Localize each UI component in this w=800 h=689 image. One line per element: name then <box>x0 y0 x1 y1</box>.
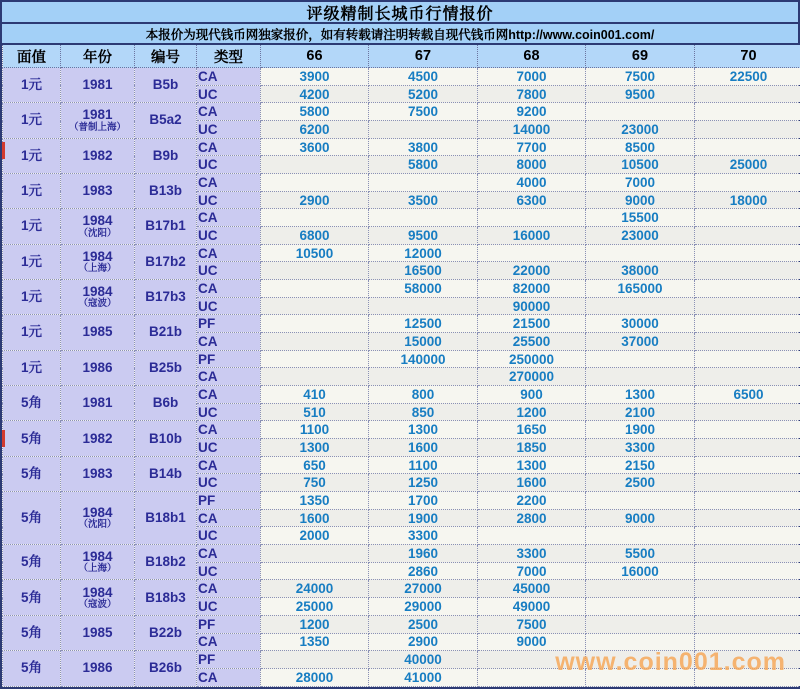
type-cell: CA <box>197 138 261 156</box>
face-cell: 1元 <box>3 68 61 103</box>
type-cell: CA <box>197 545 261 563</box>
year-cell: 1984 （寇波） <box>61 280 135 315</box>
price-cell: 9000 <box>586 191 695 209</box>
price-cell <box>695 368 800 386</box>
price-cell: 8500 <box>586 138 695 156</box>
price-cell: 6500 <box>695 386 800 404</box>
price-cell <box>478 651 586 669</box>
price-cell: 1960 <box>369 545 478 563</box>
price-cell <box>261 280 369 298</box>
price-cell: 6800 <box>261 227 369 245</box>
price-cell <box>369 368 478 386</box>
face-cell: 1元 <box>3 138 61 173</box>
price-cell <box>695 527 800 545</box>
price-cell: 23000 <box>586 227 695 245</box>
face-cell: 1元 <box>3 209 61 244</box>
price-cell: 2900 <box>369 633 478 651</box>
code-cell: B18b2 <box>135 545 197 580</box>
face-cell: 5角 <box>3 456 61 491</box>
table-header <box>3 45 800 68</box>
price-cell: 3500 <box>369 191 478 209</box>
face-cell: 5角 <box>3 421 61 456</box>
price-cell <box>695 633 800 651</box>
face-cell: 5角 <box>3 651 61 686</box>
year-cell: 1983 <box>61 174 135 209</box>
price-cell: 3300 <box>369 527 478 545</box>
year-cell: 1984 （上海） <box>61 244 135 279</box>
price-cell <box>369 121 478 139</box>
price-cell: 3900 <box>261 68 369 86</box>
price-cell: 750 <box>261 474 369 492</box>
price-cell <box>586 297 695 315</box>
price-cell: 2100 <box>586 403 695 421</box>
type-cell: UC <box>197 227 261 245</box>
column-header-67: 67 <box>369 45 478 68</box>
price-cell: 800 <box>369 386 478 404</box>
price-cell: 1200 <box>261 615 369 633</box>
type-cell: CA <box>197 421 261 439</box>
price-cell <box>695 580 800 598</box>
price-cell <box>261 562 369 580</box>
type-cell: CA <box>197 633 261 651</box>
type-cell: UC <box>197 474 261 492</box>
price-cell: 1650 <box>478 421 586 439</box>
year-cell: 1986 <box>61 651 135 686</box>
price-cell <box>695 421 800 439</box>
type-cell: CA <box>197 280 261 298</box>
price-cell <box>695 350 800 368</box>
price-cell: 900 <box>478 386 586 404</box>
page-title: 评级精制长城币行情报价 <box>2 2 798 24</box>
price-cell: 23000 <box>586 121 695 139</box>
price-cell: 25000 <box>695 156 800 174</box>
price-cell <box>261 262 369 280</box>
price-cell: 16500 <box>369 262 478 280</box>
price-cell <box>695 403 800 421</box>
type-cell: CA <box>197 103 261 121</box>
type-cell: PF <box>197 350 261 368</box>
column-header-编号: 编号 <box>135 45 197 68</box>
year-cell: 1984 （上海） <box>61 545 135 580</box>
year-cell: 1985 <box>61 315 135 350</box>
price-cell: 10500 <box>261 244 369 262</box>
price-cell: 9500 <box>369 227 478 245</box>
price-cell <box>586 103 695 121</box>
price-cell <box>695 492 800 510</box>
price-cell: 5200 <box>369 85 478 103</box>
type-cell: PF <box>197 315 261 333</box>
code-cell: B26b <box>135 651 197 686</box>
price-cell <box>695 615 800 633</box>
price-cell: 2900 <box>261 191 369 209</box>
price-cell: 38000 <box>586 262 695 280</box>
price-cell: 40000 <box>369 651 478 669</box>
price-cell <box>695 297 800 315</box>
code-cell: B14b <box>135 456 197 491</box>
price-cell <box>369 297 478 315</box>
price-cell: 10500 <box>586 156 695 174</box>
price-cell: 15000 <box>369 333 478 351</box>
price-cell: 8000 <box>478 156 586 174</box>
price-cell <box>261 315 369 333</box>
price-cell: 41000 <box>369 668 478 686</box>
price-cell: 21500 <box>478 315 586 333</box>
price-cell <box>695 439 800 457</box>
year-cell: 1984 （沈阳） <box>61 492 135 545</box>
type-cell: CA <box>197 368 261 386</box>
price-cell: 250000 <box>478 350 586 368</box>
type-cell: UC <box>197 403 261 421</box>
price-cell: 4200 <box>261 85 369 103</box>
price-cell: 2150 <box>586 456 695 474</box>
price-cell: 3300 <box>586 439 695 457</box>
price-cell: 7700 <box>478 138 586 156</box>
price-cell <box>261 368 369 386</box>
price-cell: 6200 <box>261 121 369 139</box>
price-cell: 2500 <box>586 474 695 492</box>
type-cell: CA <box>197 68 261 86</box>
type-cell: UC <box>197 262 261 280</box>
price-cell <box>586 633 695 651</box>
price-cell <box>586 368 695 386</box>
price-cell <box>586 580 695 598</box>
type-cell: CA <box>197 668 261 686</box>
price-cell <box>478 527 586 545</box>
price-cell <box>695 138 800 156</box>
price-cell <box>695 103 800 121</box>
code-cell: B13b <box>135 174 197 209</box>
price-cell <box>695 85 800 103</box>
type-cell: PF <box>197 615 261 633</box>
price-table <box>2 45 800 687</box>
price-cell: 1300 <box>261 439 369 457</box>
price-cell: 12000 <box>369 244 478 262</box>
year-cell: 1981 （普制上海） <box>61 103 135 138</box>
price-cell <box>478 668 586 686</box>
price-cell: 3300 <box>478 545 586 563</box>
price-cell: 90000 <box>478 297 586 315</box>
type-cell: UC <box>197 297 261 315</box>
code-cell: B18b3 <box>135 580 197 615</box>
price-cell: 27000 <box>369 580 478 598</box>
price-cell: 650 <box>261 456 369 474</box>
price-cell <box>695 174 800 192</box>
type-cell: CA <box>197 209 261 227</box>
type-cell: UC <box>197 85 261 103</box>
price-cell <box>369 209 478 227</box>
price-cell <box>586 527 695 545</box>
type-cell: CA <box>197 174 261 192</box>
code-cell: B18b1 <box>135 492 197 545</box>
price-cell: 2800 <box>478 509 586 527</box>
price-cell: 9500 <box>586 85 695 103</box>
price-cell: 7500 <box>586 68 695 86</box>
price-cell: 15500 <box>586 209 695 227</box>
code-cell: B17b2 <box>135 244 197 279</box>
code-cell: B6b <box>135 386 197 421</box>
column-header-69: 69 <box>586 45 695 68</box>
column-header-类型: 类型 <box>197 45 261 68</box>
year-cell: 1982 <box>61 421 135 456</box>
price-cell <box>695 244 800 262</box>
price-cell: 7000 <box>478 562 586 580</box>
price-cell: 14000 <box>478 121 586 139</box>
price-cell <box>695 651 800 669</box>
code-cell: B22b <box>135 615 197 650</box>
price-cell: 7500 <box>369 103 478 121</box>
price-cell <box>261 545 369 563</box>
price-cell: 1600 <box>478 474 586 492</box>
price-cell: 410 <box>261 386 369 404</box>
type-cell: UC <box>197 121 261 139</box>
price-cell: 1200 <box>478 403 586 421</box>
price-cell <box>695 280 800 298</box>
price-cell <box>695 262 800 280</box>
price-cell: 45000 <box>478 580 586 598</box>
face-cell: 1元 <box>3 244 61 279</box>
price-cell: 12500 <box>369 315 478 333</box>
type-cell: UC <box>197 191 261 209</box>
price-cell: 16000 <box>478 227 586 245</box>
price-cell <box>586 615 695 633</box>
price-cell: 5500 <box>586 545 695 563</box>
column-header-面值: 面值 <box>3 45 61 68</box>
face-cell: 5角 <box>3 580 61 615</box>
price-cell: 2000 <box>261 527 369 545</box>
price-cell: 6300 <box>478 191 586 209</box>
price-cell <box>261 651 369 669</box>
price-cell: 22500 <box>695 68 800 86</box>
type-cell: CA <box>197 580 261 598</box>
price-cell: 7000 <box>478 68 586 86</box>
type-cell: UC <box>197 562 261 580</box>
type-cell: UC <box>197 439 261 457</box>
code-cell: B25b <box>135 350 197 385</box>
year-cell: 1986 <box>61 350 135 385</box>
column-header-68: 68 <box>478 45 586 68</box>
code-cell: B10b <box>135 421 197 456</box>
price-cell <box>261 174 369 192</box>
type-cell: PF <box>197 651 261 669</box>
face-cell: 1元 <box>3 350 61 385</box>
price-cell: 850 <box>369 403 478 421</box>
price-cell: 2500 <box>369 615 478 633</box>
price-cell: 7800 <box>478 85 586 103</box>
price-cell: 1600 <box>261 509 369 527</box>
type-cell: CA <box>197 244 261 262</box>
year-cell: 1984 （沈阳） <box>61 209 135 244</box>
column-header-年份: 年份 <box>61 45 135 68</box>
price-cell: 2200 <box>478 492 586 510</box>
price-cell <box>695 509 800 527</box>
price-cell <box>695 668 800 686</box>
price-cell: 29000 <box>369 598 478 616</box>
year-cell: 1985 <box>61 615 135 650</box>
price-cell: 3800 <box>369 138 478 156</box>
year-cell: 1983 <box>61 456 135 491</box>
price-cell: 1900 <box>586 421 695 439</box>
price-cell: 1700 <box>369 492 478 510</box>
price-cell <box>695 456 800 474</box>
price-cell <box>695 474 800 492</box>
price-cell <box>695 598 800 616</box>
type-cell: UC <box>197 156 261 174</box>
price-cell <box>478 244 586 262</box>
price-cell: 140000 <box>369 350 478 368</box>
price-cell: 1900 <box>369 509 478 527</box>
site-watermark: www.coin001.com <box>555 648 786 676</box>
price-cell: 9000 <box>586 509 695 527</box>
face-cell: 1元 <box>3 280 61 315</box>
price-cell: 270000 <box>478 368 586 386</box>
code-cell: B5a2 <box>135 103 197 138</box>
price-cell <box>586 492 695 510</box>
price-cell: 1300 <box>478 456 586 474</box>
code-cell: B9b <box>135 138 197 173</box>
price-cell <box>695 545 800 563</box>
price-cell: 9200 <box>478 103 586 121</box>
price-cell: 2860 <box>369 562 478 580</box>
price-cell: 25500 <box>478 333 586 351</box>
face-cell: 5角 <box>3 386 61 421</box>
price-cell: 1300 <box>586 386 695 404</box>
left-edge-red-mark <box>2 430 5 447</box>
price-cell <box>261 156 369 174</box>
price-cell: 24000 <box>261 580 369 598</box>
code-cell: B21b <box>135 315 197 350</box>
price-cell: 510 <box>261 403 369 421</box>
year-cell: 1982 <box>61 138 135 173</box>
type-cell: UC <box>197 598 261 616</box>
price-cell <box>586 244 695 262</box>
price-cell: 49000 <box>478 598 586 616</box>
face-cell: 5角 <box>3 615 61 650</box>
type-cell: CA <box>197 509 261 527</box>
copyright-notice: 本报价为现代钱币网独家报价，如有转载请注明转载自现代钱币网http://www.coin001.com/ <box>2 24 798 45</box>
price-cell <box>586 651 695 669</box>
price-cell: 1100 <box>369 456 478 474</box>
face-cell: 5角 <box>3 492 61 545</box>
price-cell: 1850 <box>478 439 586 457</box>
price-cell <box>695 315 800 333</box>
price-cell: 1350 <box>261 633 369 651</box>
code-cell: B17b1 <box>135 209 197 244</box>
face-cell: 1元 <box>3 315 61 350</box>
price-cell: 28000 <box>261 668 369 686</box>
price-cell: 7000 <box>586 174 695 192</box>
code-cell: B5b <box>135 68 197 103</box>
price-cell <box>695 121 800 139</box>
year-cell: 1981 <box>61 386 135 421</box>
price-cell <box>695 333 800 351</box>
price-cell: 1100 <box>261 421 369 439</box>
type-cell: UC <box>197 527 261 545</box>
price-cell: 25000 <box>261 598 369 616</box>
price-cell: 37000 <box>586 333 695 351</box>
price-cell: 7500 <box>478 615 586 633</box>
face-cell: 1元 <box>3 103 61 138</box>
price-cell: 58000 <box>369 280 478 298</box>
price-cell: 5800 <box>261 103 369 121</box>
price-cell: 4500 <box>369 68 478 86</box>
price-cell: 1350 <box>261 492 369 510</box>
price-cell <box>261 333 369 351</box>
price-cell <box>695 562 800 580</box>
price-cell <box>261 350 369 368</box>
column-header-66: 66 <box>261 45 369 68</box>
type-cell: CA <box>197 333 261 351</box>
type-cell: PF <box>197 492 261 510</box>
price-cell: 1600 <box>369 439 478 457</box>
price-cell: 18000 <box>695 191 800 209</box>
price-cell <box>695 209 800 227</box>
price-cell: 9000 <box>478 633 586 651</box>
year-cell: 1981 <box>61 68 135 103</box>
price-cell <box>586 598 695 616</box>
price-cell: 3600 <box>261 138 369 156</box>
price-cell: 4000 <box>478 174 586 192</box>
price-cell: 16000 <box>586 562 695 580</box>
face-cell: 1元 <box>3 174 61 209</box>
price-cell <box>695 227 800 245</box>
price-cell <box>261 297 369 315</box>
price-cell: 1250 <box>369 474 478 492</box>
type-cell: CA <box>197 386 261 404</box>
price-cell: 22000 <box>478 262 586 280</box>
code-cell: B17b3 <box>135 280 197 315</box>
price-cell: 165000 <box>586 280 695 298</box>
price-cell: 1300 <box>369 421 478 439</box>
price-cell: 30000 <box>586 315 695 333</box>
column-header-70: 70 <box>695 45 800 68</box>
price-cell <box>478 209 586 227</box>
price-cell <box>586 668 695 686</box>
price-cell <box>586 350 695 368</box>
price-cell: 5800 <box>369 156 478 174</box>
price-cell: 82000 <box>478 280 586 298</box>
year-cell: 1984 （寇波） <box>61 580 135 615</box>
price-cell <box>261 209 369 227</box>
face-cell: 5角 <box>3 545 61 580</box>
price-cell <box>369 174 478 192</box>
left-edge-red-mark <box>2 142 5 159</box>
type-cell: CA <box>197 456 261 474</box>
